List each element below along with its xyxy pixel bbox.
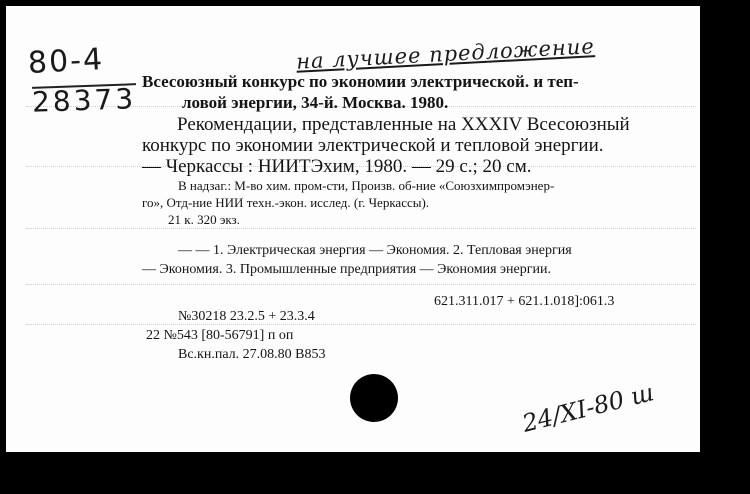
registry-line: №30218 23.2.5 + 23.3.4 — [178, 309, 315, 324]
punch-hole — [350, 374, 398, 422]
handwritten-call-number-top: 80-4 — [27, 42, 105, 81]
note-line: го», Отд-ние НИИ техн.-экон. исслед. (г. Черкассы). — [142, 195, 430, 210]
title-line: Всесоюзный конкурс по экономии электрической. и теп- — [142, 72, 579, 91]
udc-classification: 621.311.017 + 621.1.018]:061.3 — [434, 294, 615, 309]
note-line: В надзаг.: М-во хим. пром-сти, Произв. об-ние «Союзхимпромэнер- — [178, 178, 555, 193]
title-line: ловой энергии, 34-й. Москва. 1980. — [182, 93, 449, 112]
card-ruling — [26, 284, 696, 285]
handwritten-call-number-bottom: 28373 — [31, 82, 137, 119]
handwritten-annotation-top: на лучшее предложение — [295, 34, 596, 74]
description-line: Рекомендации, представленные на XXXIV Всесоюзный — [177, 114, 630, 135]
catalog-card — [6, 6, 700, 452]
card-ruling — [26, 228, 696, 229]
price-copies-line: 21 к. 320 экз. — [168, 212, 240, 227]
registry-line: 22 №543 [80-56791] п оп — [146, 328, 294, 343]
scan-border-bottom — [0, 452, 750, 494]
description-line: конкурс по экономии электрической и тепловой энергии. — [142, 135, 604, 156]
subject-headings-line: — Экономия. 3. Промышленные предприятия — Экономия энергии. — [142, 262, 551, 277]
card-ruling — [26, 324, 696, 325]
subject-headings-line: — — 1. Электрическая энергия — Экономия. 2. Тепловая энергия — [178, 243, 572, 258]
imprint-line: — Черкассы : НИИТЭхим, 1980. — 29 с.; 20 см. — [142, 156, 532, 177]
registry-line: Вс.кн.пал. 27.08.80 В853 — [178, 347, 326, 362]
scan-border-right — [700, 0, 750, 494]
handwritten-annotation-bottom: 24/XI-80 ш — [519, 378, 657, 438]
